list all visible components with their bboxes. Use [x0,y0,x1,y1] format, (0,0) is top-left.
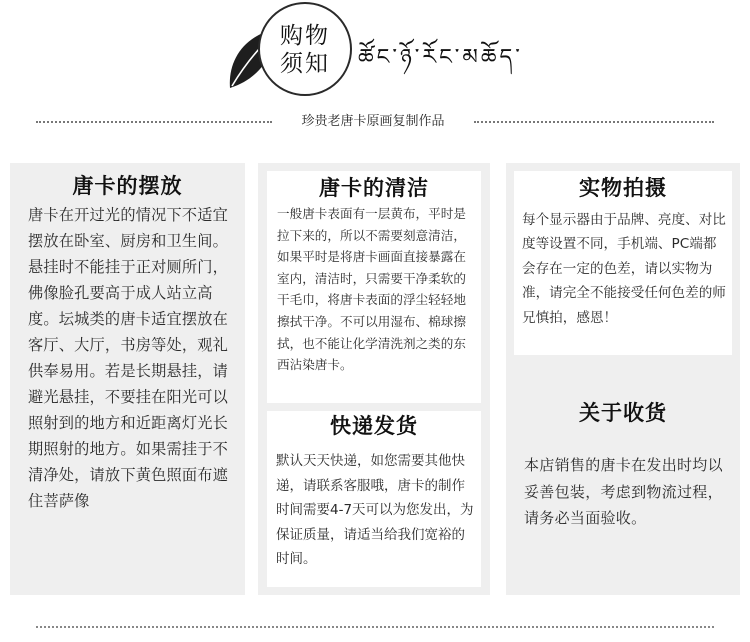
tibetan-text: ཚོང་ཉོ་རོང་མཆོད་ [358,45,523,70]
title-circle [258,2,352,96]
shipping-body: 默认天天快递，如您需要其他快递，请联系客服哦，唐卡的制作时间需要4-7天可以为您发出，为保证质量，请适当给我们宽裕的时间。 [276,453,474,568]
placement-title: 唐卡的摆放 [72,173,183,198]
divider-right [474,121,714,123]
cleaning-body: 一般唐卡表面有一层黄布，平时是拉下来的，所以不需要刻意清洁，如果平时是将唐卡画面直接暴露在室内，清洁时，只需要干净柔软的干毛巾，将唐卡表面的浮尘轻轻地擦拭干净。不可以用湿布、棉球擦拭，也不能让化学清洗剂之类的东西沾染唐卡。 [277,206,466,373]
photos-body: 每个显示器由于品牌、亮度、对比度等设置不同，手机端、PC端都会存在一定的色差，请以实物为准，请完全不能接受任何色差的师兄慎拍，感恩！ [522,212,726,326]
circle-title [260,22,350,78]
receiving-body: 本店销售的唐卡在发出时均以妥善包装，考虑到物流过程，请务必当面验收。 [524,456,723,527]
photos-title: 实物拍摄 [579,175,667,200]
circle-title-line2: 须知 [280,51,330,77]
circle-title-line1: 购物 [280,23,330,49]
subtitle: 珍贵老唐卡原画复制作品 [301,114,445,129]
receiving-title: 关于收货 [579,400,667,425]
cleaning-title: 唐卡的清洁 [319,175,429,200]
bottom-divider [36,626,714,628]
shipping-title: 快递发货 [330,413,418,438]
divider-left [36,121,272,123]
subtitle-row [0,112,750,132]
placement-body: 唐卡在开过光的情况下不适宜摆放在卧室、厨房和卫生间。悬挂时不能挂于正对厕所门，佛像脸孔要高于成人站立高度。坛城类的唐卡适宜摆放在客厅、大厅，书房等处，观礼供奉易用。若是长期悬挂，请避光悬挂，不要挂在阳光可以照射到的地方和近距离灯光长期照射的地方。如果需挂于不清净处，请放下黄色照面布遮住菩萨像 [28,206,229,510]
header [0,0,750,112]
